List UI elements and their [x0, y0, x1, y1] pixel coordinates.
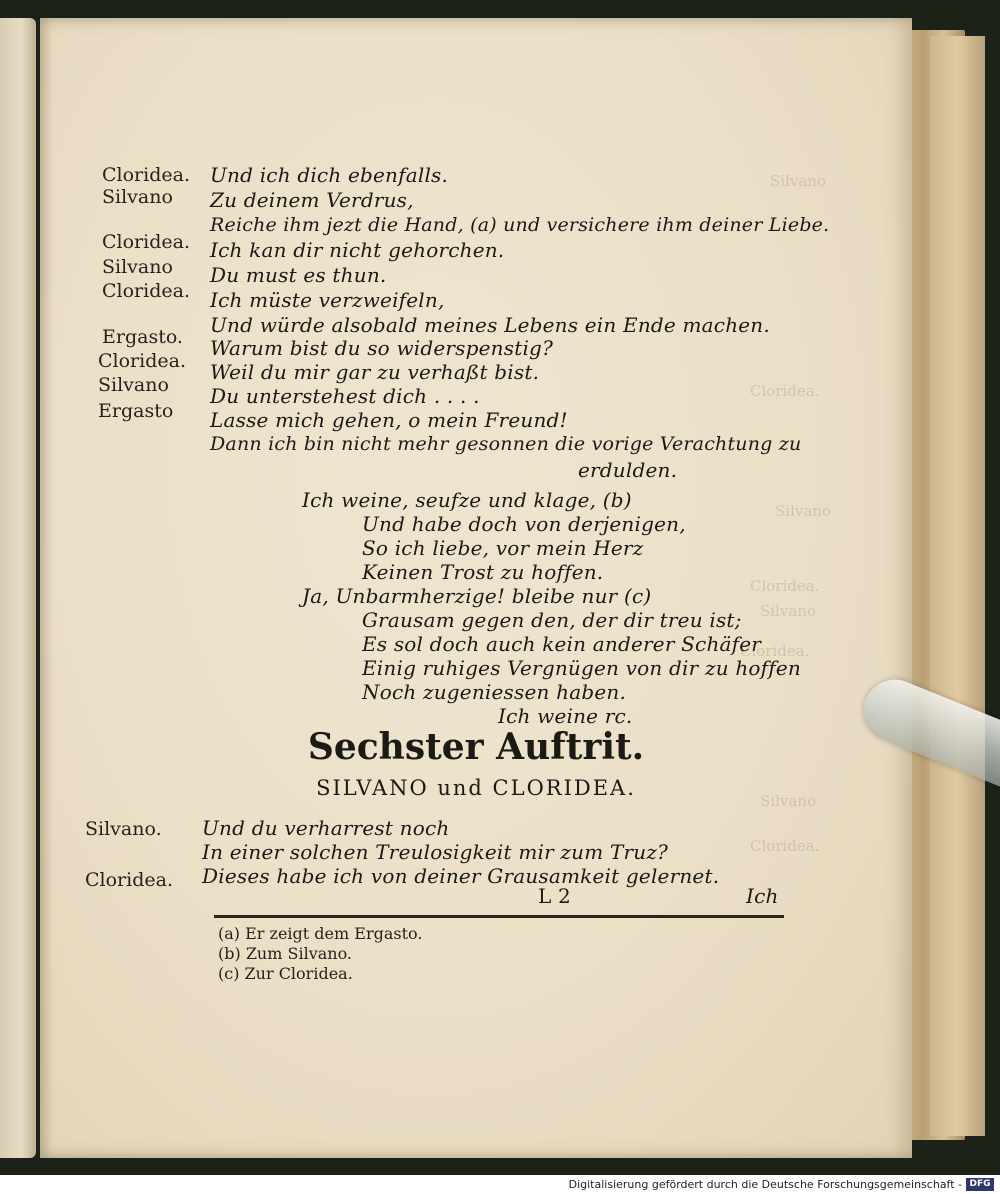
speaker-label: Cloridea. [102, 280, 190, 302]
verse-line: Noch zugeniessen haben. [362, 680, 627, 704]
verse-line: Du unterstehest dich . . . . [210, 384, 480, 408]
verse-line: Grausam gegen den, der dir treu ist; [362, 608, 742, 632]
speaker-label: Cloridea. [102, 164, 190, 186]
verse-line: Ja, Unbarmherzige! bleibe nur (c) [302, 584, 652, 608]
dfg-logo: DFG [966, 1178, 994, 1191]
verse-line: Ich kan dir nicht gehorchen. [210, 238, 505, 262]
speaker-label: Silvano [102, 256, 173, 278]
verse-line: Und habe doch von derjenigen, [362, 512, 686, 536]
bleed-line: Silvano [775, 502, 831, 520]
bleed-line: Silvano [770, 172, 826, 190]
speaker-label: Cloridea. [85, 869, 173, 891]
verse-line: Lasse mich gehen, o mein Freund! [210, 408, 568, 432]
speaker-label: Ergasto [98, 400, 174, 422]
speaker-label: Cloridea. [102, 231, 190, 253]
verse-line: Es sol doch auch kein anderer Schäfer [362, 632, 762, 656]
book-page [40, 18, 912, 1158]
verse-line: Dieses habe ich von deiner Grausamkeit gelernet. [202, 864, 720, 888]
verse-line: In einer solchen Treulosigkeit mir zum Truz? [202, 840, 668, 864]
speaker-label: Silvano [102, 186, 173, 208]
speaker-label: Silvano [98, 374, 169, 396]
footnote-rule [214, 915, 784, 918]
verse-line: Ich weine rc. [498, 704, 633, 728]
verse-line: Weil du mir gar zu verhaßt bist. [210, 360, 540, 384]
verse-line: Dann ich bin nicht mehr gesonnen die vorige Verachtung zu [210, 433, 802, 455]
footer-credit: Digitalisierung gefördert durch die Deutsche Forschungsgemeinschaft - [568, 1178, 962, 1191]
speaker-label: Ergasto. [102, 326, 183, 348]
verse-line: Und ich dich ebenfalls. [210, 163, 449, 187]
footnote: (a) Er zeigt dem Ergasto. [218, 924, 423, 943]
scene-heading: Sechster Auftrit. [307, 726, 645, 768]
verse-line: Und würde alsobald meines Lebens ein Ende machen. [210, 313, 770, 337]
verse-line: So ich liebe, vor mein Herz [362, 536, 644, 560]
bleed-line: Cloridea. [750, 837, 820, 855]
footer-bar [0, 1175, 1000, 1194]
verse-line: erdulden. [578, 458, 678, 482]
signature-mark: L 2 [538, 884, 571, 908]
verse-line: Keinen Trost zu hoffen. [362, 560, 604, 584]
verse-line: Ich weine, seufze und klage, (b) [302, 488, 632, 512]
bleed-line: Silvano [760, 602, 816, 620]
verse-line: Zu deinem Verdrus, [210, 188, 414, 212]
verse-line: Ich müste verzweifeln, [210, 288, 445, 312]
speaker-label: Cloridea. [98, 350, 186, 372]
verse-line: Warum bist du so widerspenstig? [210, 336, 553, 360]
verse-line: Reiche ihm jezt die Hand, (a) und versichere ihm deiner Liebe. [210, 214, 830, 236]
verse-line: Und du verharrest noch [202, 816, 450, 840]
catchword: Ich [746, 884, 779, 908]
bleed-line: Silvano [760, 792, 816, 810]
verse-line: Einig ruhiges Vergnügen von dir zu hoffen [362, 656, 801, 680]
bleed-line: Cloridea. [750, 382, 820, 400]
footnote: (b) Zum Silvano. [218, 944, 353, 963]
page-stack-edge-outer [930, 36, 985, 1136]
left-page-edge [0, 18, 36, 1158]
speaker-label: Silvano. [85, 818, 162, 840]
bleed-line: Cloridea. [750, 577, 820, 595]
bleed-line: Cloridea. [740, 642, 810, 660]
footnote: (c) Zur Cloridea. [218, 964, 353, 983]
verse-line: Du must es thun. [210, 263, 387, 287]
scene-cast: SILVANO und CLORIDEA. [316, 776, 636, 800]
